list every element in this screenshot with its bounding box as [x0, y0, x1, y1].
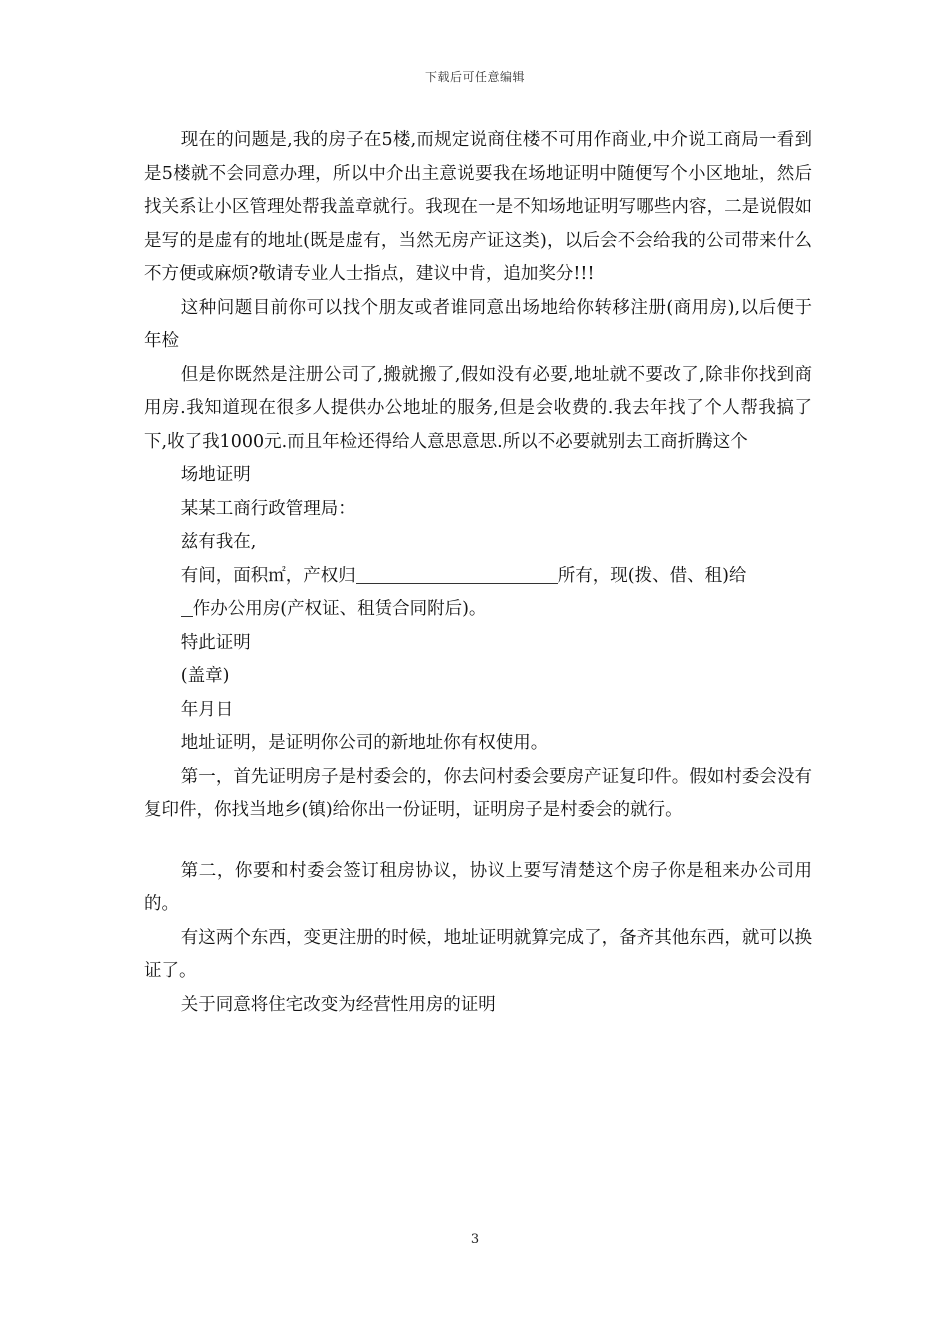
- fill-line2-after: 作办公用房(产权证、租赁合同附后)。: [192, 599, 487, 619]
- paragraph-first-step: 第一，首先证明房子是村委会的，你去问村委会要房产证复印件。假如村委会没有复印件，你找当地乡(镇)给你出一份证明，证明房子是村委会的就行。: [144, 766, 812, 820]
- paragraph-address-proof: 地址证明，是证明你公司的新地址你有权使用。: [180, 733, 549, 753]
- seal-line: (盖章): [180, 666, 230, 686]
- paragraph-answer-1: 这种问题目前你可以找个朋友或者谁同意出场地给你转移注册(商用房),以后便于年检: [144, 297, 812, 351]
- paragraph-answer-2: 但是你既然是注册公司了,搬就搬了,假如没有必要,地址就不要改了,除非你找到商用房.我知道现在很多人提供办公地址的服务,但是会收费的.我去年找了个人帮我搞了下,收了我1000元.而且年检还得给人意思意思.所以不必要就别去工商折腾这个: [144, 364, 812, 452]
- recipient-blank: [181, 599, 193, 618]
- addressee-line: 某某工商行政管理局：: [180, 498, 356, 519]
- certify-line: 特此证明: [180, 632, 251, 653]
- document-body: [144, 124, 812, 1022]
- paragraph-question: 现在的问题是,我的房子在5楼,而规定说商住楼不可用作商业,中介说工商局一看到是5楼就不会同意办理，所以中介出主意说要我在场地证明中随便写个小区地址，然后找关系让小区管理处帮我盖章就行。我现在一是不知场地证明写哪些内容，二是说假如是写的是虚有的地址(既是虚有，当然无房产证这类)，以后会不会给我的公司带来什么不方便或麻烦?敬请专业人士指点，建议中肯，追加奖分!!!: [144, 130, 812, 284]
- fill-line-before: 有间，面积㎡，产权归: [180, 565, 356, 586]
- section-title-site-proof: 场地证明: [180, 465, 251, 485]
- certificate-line-1: 兹有我在,: [180, 532, 257, 552]
- fill-line-after: 所有，现(拨、借、租)给: [557, 565, 747, 586]
- paragraph-conclusion: 有这两个东西，变更注册的时候，地址证明就算完成了，备齐其他东西，就可以换证了。: [144, 927, 812, 981]
- paragraph-gap: [144, 828, 812, 855]
- page-number: 3: [470, 1232, 480, 1247]
- certificate-fill-line-2: [144, 593, 812, 627]
- date-line: 年月日: [180, 699, 234, 720]
- paragraph-second-step: 第二，你要和村委会签订租房协议，协议上要写清楚这个房子你是租来办公司用的。: [144, 860, 812, 914]
- owner-blank: [356, 565, 558, 584]
- page-header: 下载后可任意编辑: [424, 70, 525, 84]
- paragraph-heading-residential: 关于同意将住宅改变为经营性用房的证明: [180, 994, 496, 1015]
- certificate-fill-line: [144, 560, 812, 594]
